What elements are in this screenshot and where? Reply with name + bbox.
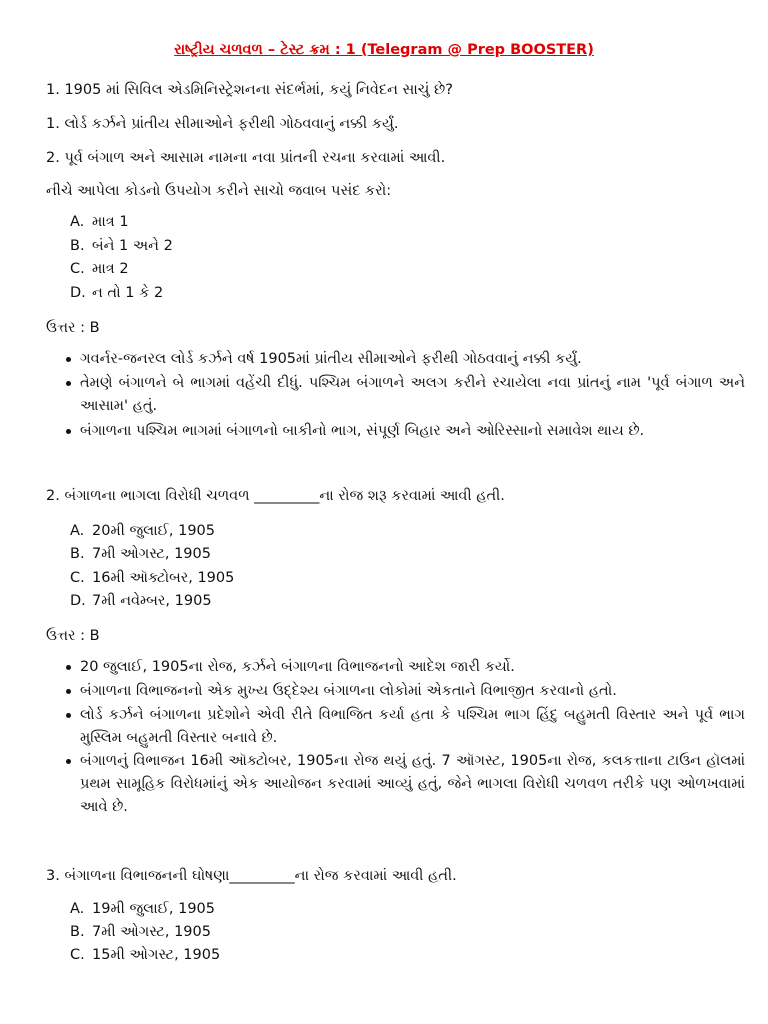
q3-option-a [70, 899, 215, 919]
option-text: 15મી ઓગસ્ટ, 1905 [92, 947, 221, 963]
option-letter: D. [70, 593, 86, 609]
q2-option-c [70, 568, 234, 588]
q2-option-a [70, 521, 215, 541]
q1-answer: ઉત્તર : B [46, 320, 100, 336]
q1-explanation-item: બંગાળના પશ્ચિમ ભાગમાં બંગાળનો બાકીનો ભાગ, સંપૂર્ણ બિહાર અને ઓરિસ્સાનો સમાવેશ થાય છે. [66, 420, 745, 443]
q3-option-b [70, 922, 211, 942]
q1-explanation-item: ગવર્નર-જનરલ લોર્ડ કર્ઝને વર્ષ 1905માં પ્રાંતીય સીમાઓને ફરીથી ગોઠવવાનું નક્કી કર્યું. [66, 348, 745, 371]
option-text: ન તો 1 કે 2 [92, 285, 164, 301]
option-text: 7મી ઓગસ્ટ, 1905 [92, 546, 211, 562]
option-text: 20મી જુલાઈ, 1905 [92, 523, 215, 539]
option-text: 7મી ઓગસ્ટ, 1905 [92, 924, 211, 940]
q2-answer: ઉત્તર : B [46, 628, 100, 644]
q1-instruction: નીચે આપેલા કોડનો ઉપયોગ કરીને સાચો જવાબ પસંદ કરો: [46, 183, 392, 199]
option-letter: B. [70, 924, 85, 940]
option-text: બંને 1 અને 2 [92, 238, 173, 254]
option-letter: A. [70, 523, 85, 539]
question-3-text: 3. બંગાળના વિભાજનની ઘોષણા_________ના રોજ કરવામાં આવી હતી. [46, 868, 457, 884]
option-text: માત્ર 2 [92, 261, 129, 277]
document-title: રાષ્ટ્રીય ચળવળ – ટેસ્ટ ક્રમ : 1 (Telegram @ Prep BOOSTER) [174, 42, 594, 58]
q1-statement-1: 1. લોર્ડ કર્ઝને પ્રાંતીય સીમાઓને ફરીથી ગોઠવવાનું નક્કી કર્યું. [46, 116, 399, 132]
option-letter: B. [70, 546, 85, 562]
q1-option-d [70, 283, 163, 303]
option-letter: C. [70, 947, 85, 963]
q1-option-c [70, 259, 129, 279]
option-letter: D. [70, 285, 86, 301]
option-text: માત્ર 1 [92, 214, 129, 230]
q2-explanation-item: લોર્ડ કર્ઝને બંગાળના પ્રદેશોને એવી રીતે વિભાજિત કર્યા હતા કે પશ્ચિમ ભાગ હિંદુ બહુમતી વિસ્તાર અને પૂર્વ ભાગ મુસ્લિમ બહુમતી વિસ્તાર બનાવે છે. [66, 704, 745, 750]
q2-explanation-item: બંગાળના વિભાજનનો એક મુખ્ય ઉદ્દેશ્ય બંગાળના લોકોમાં એકતાને વિભાજીત કરવાનો હતો. [66, 680, 745, 703]
q2-explanation-item: 20 જુલાઈ, 1905ના રોજ, કર્ઝને બંગાળના વિભાજનનો આદેશ જારી કર્યો. [66, 656, 745, 679]
q1-option-b [70, 236, 173, 256]
option-letter: A. [70, 214, 85, 230]
option-text: 19મી જુલાઈ, 1905 [92, 901, 215, 917]
q1-statement-2: 2. પૂર્વ બંગાળ અને આસામ નામના નવા પ્રાંતની રચના કરવામાં આવી. [46, 150, 446, 166]
q2-option-d [70, 591, 212, 611]
q2-explanation-item: બંગાળનું વિભાજન 16મી ઑક્ટોબર, 1905ના રોજ થયું હતું. 7 ઑગસ્ટ, 1905ના રોજ, કલકત્તાના ટાઉન હૉલમાં પ્રથમ સામૂહિક વિરોધમાંનું એક આયોજન કરવામાં આવ્યું હતું, જેને ભાગલા વિરોધી ચળવળ તરીકે પણ ઓળખવામાં આવે છે. [66, 750, 745, 819]
option-letter: C. [70, 261, 85, 277]
q3-option-c [70, 945, 220, 965]
question-2-text: 2. બંગાળના ભાગલા વિરોધી ચળવળ _________ના રોજ શરૂ કરવામાં આવી હતી. [46, 488, 505, 504]
option-letter: A. [70, 901, 85, 917]
q2-option-b [70, 544, 211, 564]
question-1-text: 1. 1905 માં સિવિલ એડમિનિસ્ટ્રેશનના સંદર્ભમાં, કયું નિવેદન સાચું છે? [46, 82, 453, 98]
option-letter: C. [70, 570, 85, 586]
option-text: 16મી ઑક્ટોબર, 1905 [92, 570, 235, 586]
q1-explanation-item: તેમણે બંગાળને બે ભાગમાં વહેંચી દીધું. પશ્ચિમ બંગાળને અલગ કરીને રચાયેલા નવા પ્રાંતનું નામ 'પૂર્વ બંગાળ અને આસામ' હતું. [66, 372, 745, 418]
q1-option-a [70, 212, 129, 232]
option-letter: B. [70, 238, 85, 254]
option-text: 7મી નવેમ્બર, 1905 [92, 593, 212, 609]
